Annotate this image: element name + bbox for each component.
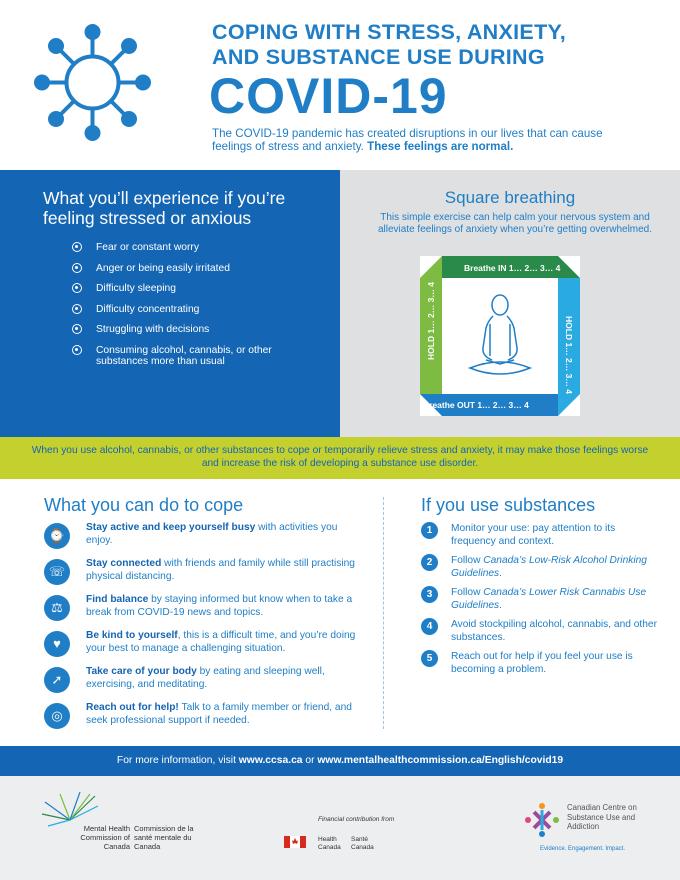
breathe-in-label: Breathe IN 1… 2… 3… 4 — [464, 263, 561, 273]
cope-item-text: with friends and family while still practising physical distancing. — [86, 558, 355, 582]
symptom-text: Difficulty sleeping — [96, 283, 176, 294]
list-item — [72, 242, 332, 254]
title-line-1 — [212, 20, 652, 70]
step-number: 2 — [421, 554, 438, 571]
ccsa-link[interactable]: www.ccsa.ca — [238, 755, 303, 766]
symptom-text: Fear or constant worry — [96, 242, 200, 253]
substance-item-text: Avoid stockpiling alcohol, cannabis, and other substances. — [451, 619, 657, 643]
breathing-description: This simple exercise can help calm your nervous system and alleviate feelings of anxiety when you’re getting overwhelmed. — [377, 212, 653, 235]
watch-icon: ⌚ — [44, 523, 70, 549]
cope-item-text: Talk to a family member or friend, and seek professional support if needed. — [86, 702, 352, 726]
cope-item-bold: Reach out for help! — [86, 702, 179, 713]
ccsa-tagline: Evidence. Engagement. Impact. — [540, 846, 626, 852]
warning-banner — [0, 437, 680, 479]
guideline-link[interactable]: Canada’s Lower Risk Cannabis Use Guidelines — [451, 587, 647, 611]
info-text — [0, 755, 680, 766]
logo-footer — [0, 776, 680, 880]
list-item — [421, 650, 661, 682]
substances-list — [421, 522, 661, 682]
cope-item-bold: Stay active and keep yourself busy — [86, 522, 256, 533]
intro-bold: These feelings are normal. — [367, 140, 514, 153]
list-item — [421, 586, 661, 618]
list-item — [421, 618, 661, 650]
balance-icon: ⚖ — [44, 595, 70, 621]
lifebuoy-icon: ◎ — [44, 703, 70, 729]
runner-icon: ➚ — [44, 667, 70, 693]
cope-item-bold: Stay connected — [86, 558, 162, 569]
symptom-text: Anger or being easily irritated — [96, 262, 230, 274]
symptom-text: Difficulty concentrating — [96, 303, 200, 315]
substance-item-post: . — [499, 600, 502, 611]
substance-item-text: Reach out for help if you feel your use is becoming a problem. — [451, 651, 633, 675]
hold-right-label: HOLD 1… 2… 3… 4 — [564, 316, 574, 394]
substances-title: If you use substances — [421, 495, 596, 515]
list-item — [72, 345, 282, 368]
breathing-title: Square breathing — [444, 188, 576, 207]
warning-text: When you use alcohol, cannabis, or other substances to cope or temporarily relieve stress and anxiety, it may make those feelings worse and increase the risk of developing a substance use disorder. — [31, 445, 649, 469]
list-item — [72, 324, 332, 336]
square-breathing-diagram — [420, 256, 580, 416]
health-canada-fr: Santé Canada — [351, 836, 374, 851]
virus-icon — [30, 20, 155, 145]
financial-label: Financial contribution from — [318, 816, 395, 823]
bullet-icon — [72, 304, 82, 314]
section-divider — [383, 497, 384, 729]
list-item — [44, 665, 364, 701]
mhcc-name-fr: Commission de la santé mentale du Canada — [134, 824, 194, 851]
substance-item-post: . — [499, 568, 502, 579]
symptom-list — [72, 242, 332, 377]
breathing-panel — [340, 170, 680, 437]
cope-item-bold: Take care of your body — [86, 666, 197, 677]
cope-item-text: by eating and sleeping well, exercising, and meditating. — [86, 666, 325, 690]
breathe-out-label: Breathe OUT 1… 2… 3… 4 — [423, 400, 529, 410]
cope-item-text: with activities you enjoy. — [86, 522, 338, 546]
substance-item-pre: Follow — [451, 555, 484, 566]
substance-item-text: Monitor your use: pay attention to its frequency and context. — [451, 523, 616, 547]
list-item — [421, 522, 661, 554]
title-line-2-text: AND SUBSTANCE USE DURING — [212, 45, 545, 69]
list-item — [44, 701, 364, 737]
list-item — [421, 554, 661, 586]
bullet-icon — [72, 324, 82, 334]
cope-item-bold: Find balance — [86, 594, 149, 605]
title-big: COVID-19 — [209, 68, 448, 124]
intro-text: The COVID-19 pandemic has created disruptions in our lives that can cause feelings of stress and anxiety. — [212, 127, 603, 153]
info-pre: For more information, visit — [116, 755, 239, 766]
bullet-icon — [72, 242, 82, 252]
cope-title: What you can do to cope — [44, 495, 244, 515]
cope-list — [44, 521, 364, 737]
ccsa-logo-icon — [524, 802, 560, 838]
experience-title: What you’ll experience if you’re feeling stressed or anxious — [43, 188, 286, 228]
step-number: 4 — [421, 618, 438, 635]
bullet-icon — [72, 283, 82, 293]
list-item — [72, 283, 332, 295]
cope-item-text: by staying informed but know when to take a break from COVID-19 news and topics. — [86, 594, 353, 618]
list-item — [72, 304, 332, 316]
canada-flag-icon — [284, 836, 306, 848]
mhcc-link[interactable]: www.mentalhealthcommission.ca/English/covid19 — [317, 755, 564, 766]
list-item — [44, 521, 364, 557]
mhcc-name-en: Mental Health Commission of Canada — [80, 824, 130, 851]
health-canada-en: Health Canada — [318, 836, 341, 851]
list-item — [44, 629, 364, 665]
list-item — [72, 263, 332, 275]
step-number: 3 — [421, 586, 438, 603]
cope-item-bold: Be kind to yourself — [86, 630, 178, 641]
hold-left-label: HOLD 1… 2… 3… 4 — [426, 282, 436, 360]
step-number: 5 — [421, 650, 438, 667]
step-number: 1 — [421, 522, 438, 539]
guideline-link[interactable]: Canada’s Low-Risk Alcohol Drinking Guidelines — [451, 555, 647, 579]
experience-panel — [0, 170, 340, 437]
cope-item-text: , this is a difficult time, and you’re doing your best to manage a challenging situation. — [86, 630, 356, 654]
substance-item-pre: Follow — [451, 587, 484, 598]
bullet-icon — [72, 345, 82, 355]
bullet-icon — [72, 263, 82, 273]
info-mid: or — [302, 755, 318, 766]
phone-icon: ☏ — [44, 559, 70, 585]
list-item — [44, 557, 364, 593]
symptom-text: Consuming alcohol, cannabis, or other substances more than usual — [96, 344, 272, 367]
ccsa-name: Canadian Centre on Substance Use and Addiction — [567, 803, 637, 831]
header — [0, 0, 680, 170]
symptom-text: Struggling with decisions — [96, 324, 210, 335]
title-line-1-text: COPING WITH STRESS, ANXIETY, — [212, 20, 567, 44]
list-item — [44, 593, 364, 629]
info-banner — [0, 746, 680, 776]
intro-paragraph — [212, 127, 642, 153]
heart-hands-icon: ♥ — [44, 631, 70, 657]
